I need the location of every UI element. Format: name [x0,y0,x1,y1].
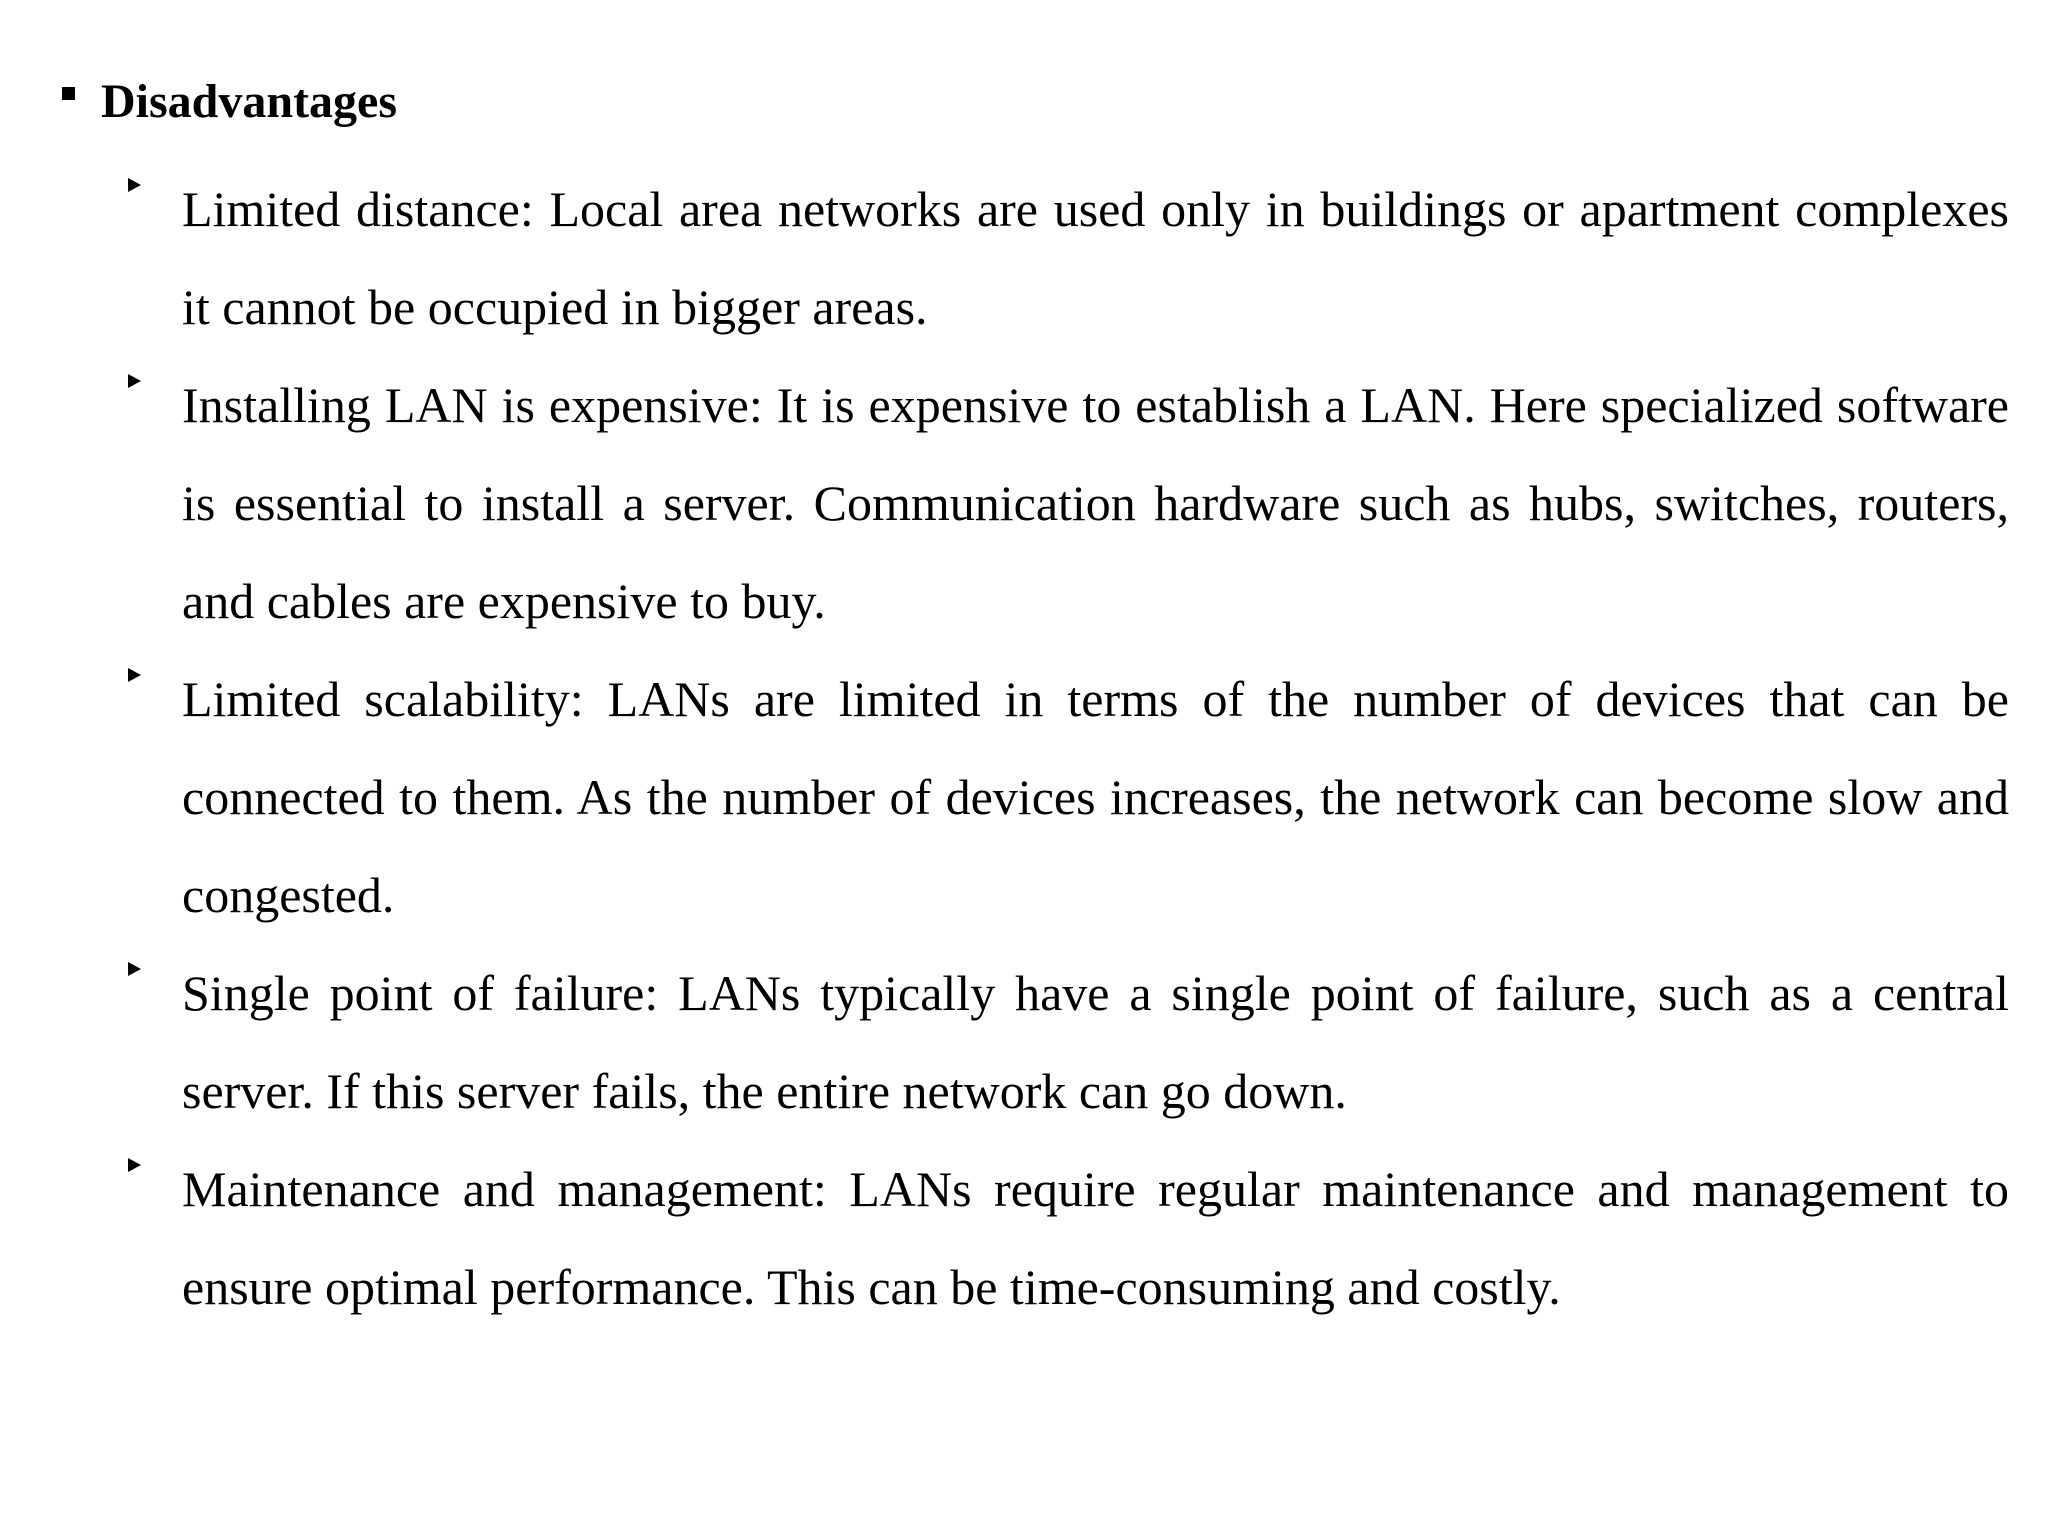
arrow-bullet-icon [128,374,141,388]
section-heading: Disadvantages [101,75,398,128]
bullet-list [120,160,2009,1336]
list-item [120,650,2009,944]
arrow-bullet-icon [128,962,141,976]
square-bullet-icon [62,87,75,100]
list-item-text: Limited distance: Local area networks are used only in buildings or apartment complexes it cannot be occupied in bigger areas. [182,181,2009,335]
list-item-text: Maintenance and management: LANs require regular maintenance and management to ensure optimal performance. This can be time-consuming and costly. [182,1161,2009,1315]
arrow-bullet-icon [128,178,141,192]
arrow-bullet-icon [128,1158,141,1172]
list-item [120,356,2009,650]
arrow-bullet-icon [128,668,141,682]
list-item [120,944,2009,1140]
list-item-text: Limited scalability: LANs are limited in terms of the number of devices that can be connected to them. As the number of devices increases, the network can become slow and congested. [182,671,2009,923]
list-item-text: Single point of failure: LANs typically have a single point of failure, such as a central server. If this server fails, the entire network can go down. [182,965,2009,1119]
list-item-text: Installing LAN is expensive: It is expensive to establish a LAN. Here specialized software is essential to install a server. Communication hardware such as hubs, switches, routers, and cables are expensive to buy. [182,377,2009,629]
list-item [120,160,2009,356]
heading-row [62,72,397,132]
list-item [120,1140,2009,1336]
